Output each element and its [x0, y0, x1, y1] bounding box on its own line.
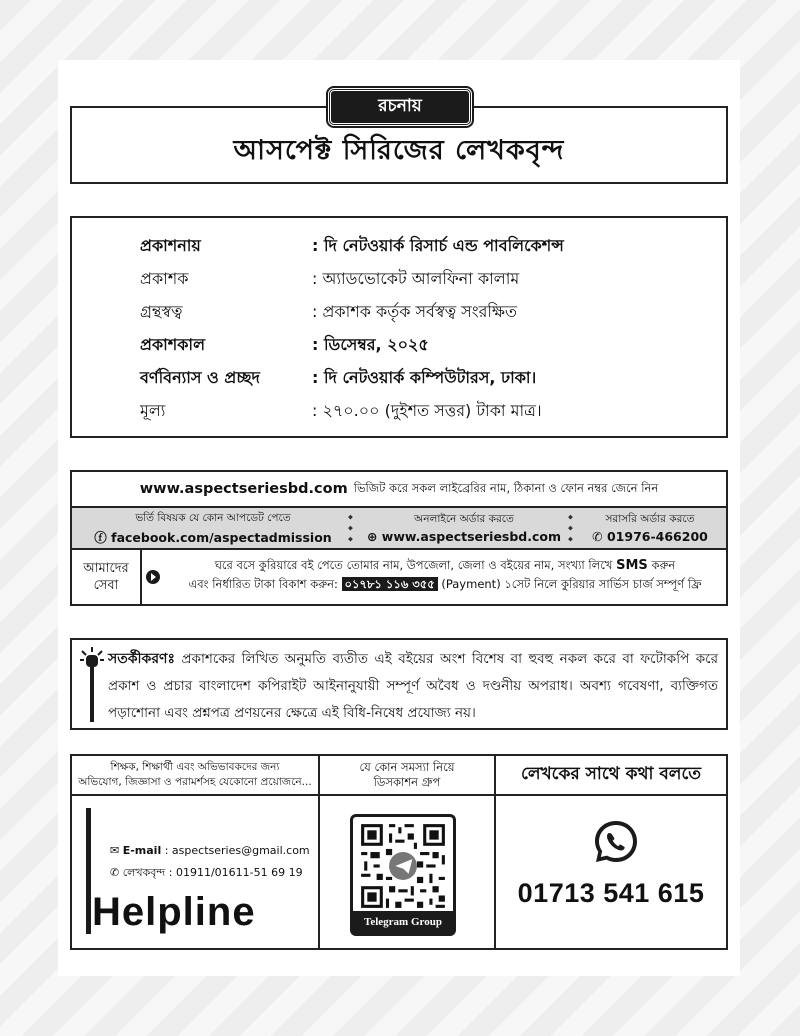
authors-phone-row: [110, 862, 310, 884]
service-text-1b: করুন: [651, 558, 676, 572]
phone-order-channel: [574, 508, 726, 548]
info-row: [72, 329, 726, 362]
helpline-heading: Helpline: [92, 890, 256, 934]
email-label: E-mail: [122, 844, 162, 857]
helpline-intro-line2: অভিযোগ, জিজ্ঞাসা ও পরামর্শসহ যেকোনো প্রয়োজনে...: [78, 776, 312, 788]
talk-to-authors-column: [494, 756, 726, 948]
info-value: : দি নেটওয়ার্ক রিসার্চ এন্ড পাবলিকেশন্স: [312, 236, 564, 255]
info-label: প্রকাশকাল: [140, 335, 205, 354]
website-link[interactable]: www.aspectseriesbd.com: [139, 481, 348, 497]
service-text-2a: এবং নির্ধারিত টাকা বিকাশ করুন:: [188, 577, 338, 591]
facebook-link[interactable]: [94, 528, 331, 546]
siren-icon: [80, 646, 104, 724]
discussion-group-column: [318, 756, 494, 948]
bkash-number: ০১৭৮১ ১১৬ ৩৫৫: [342, 577, 438, 591]
info-row: [72, 362, 726, 395]
courier-service-text: [164, 550, 726, 604]
facebook-icon: ⓕ: [94, 529, 107, 545]
info-value: : প্রকাশক কর্তৃক সর্বস্বত্ব সংরক্ষিত: [312, 302, 517, 321]
discussion-title-line1: যে কোন সমস্যা নিয়ে: [359, 760, 455, 774]
warning-label: সতর্কীকরণঃ: [108, 651, 175, 667]
website-note: ভিজিট করে সকল লাইব্রেরির নাম, ঠিকানা ও ফোন নম্বর জেনে নিন: [353, 480, 659, 495]
service-label-line2: সেবা: [93, 578, 119, 593]
info-label: মূল্য: [140, 401, 166, 420]
info-row: [72, 263, 726, 296]
online-order-link[interactable]: [367, 529, 561, 544]
info-label: প্রকাশক: [140, 269, 189, 288]
whatsapp-icon: [592, 818, 640, 866]
globe-icon: ⊕: [366, 529, 378, 544]
helpline-box: [70, 754, 728, 950]
info-label: বর্ণবিন্যাস ও প্রচ্ছদ: [140, 368, 260, 387]
service-label: [72, 550, 142, 604]
service-row: [72, 550, 726, 604]
authors-badge: রচনায়: [328, 88, 472, 126]
info-value: : অ্যাডভোকেট আলফিনা কালাম: [312, 269, 520, 288]
phone-order-value: 01976-466200: [606, 529, 708, 544]
page-title: আসপেক্ট সিরিজের লেখকবৃন্দ: [233, 135, 565, 166]
discussion-title-line2: ডিসকাশন গ্রুপ: [373, 775, 441, 789]
arrow-right-icon: [142, 550, 164, 604]
discussion-group-title: [320, 756, 494, 796]
telegram-qr-card[interactable]: [350, 814, 456, 936]
phone-icon: ✆: [110, 866, 120, 879]
helpline-intro: [72, 756, 318, 796]
helpline-intro-line1: শিক্ষক, শিক্ষার্থী এবং অভিভাবকদের জন্য: [110, 761, 280, 773]
email-row: [110, 840, 310, 862]
online-order-channel: [354, 508, 574, 548]
facebook-caption: ভর্তি বিষয়ক যে কোন আপডেট পেতে: [135, 511, 291, 524]
qr-code-icon: [358, 821, 448, 911]
facebook-channel: [72, 508, 354, 548]
authors-phone-label: লেখকবৃন্দ: [122, 866, 166, 879]
order-channels: [72, 508, 726, 550]
telegram-group-label: Telegram Group: [353, 911, 453, 933]
online-order-caption: ⬥ ⬥ ⬥ অনলাইনে অর্ডার করতে: [414, 513, 514, 525]
info-row: [72, 395, 726, 428]
info-row: [72, 296, 726, 329]
service-label-line1: আমাদের: [83, 561, 129, 576]
info-label: প্রকাশনায়: [140, 236, 201, 255]
info-value: : ২৭০.০০ (দুইশত সত্তর) টাকা মাত্র।: [312, 401, 542, 420]
phone-order-number[interactable]: [592, 529, 708, 544]
authors-hotline-number[interactable]: 01713 541 615: [517, 878, 705, 908]
info-value: : ডিসেম্বর, ২০২৫: [312, 335, 429, 354]
facebook-url: facebook.com/aspectadmission: [111, 529, 332, 545]
talk-to-authors-title: লেখকের সাথে কথা বলতে: [496, 756, 726, 796]
service-text-2b: (Payment) ১সেট নিলে কুরিয়ার সার্ভিস চার্জ সম্পূর্ণ ফ্রি: [441, 577, 702, 591]
email-icon: ✉: [110, 844, 120, 857]
phone-order-caption: ⬥ ⬥ ⬥ সরাসরি অর্ডার করতে: [605, 513, 695, 525]
website-line: [72, 472, 726, 508]
sms-keyword: SMS: [616, 558, 648, 573]
decorative-bar: [86, 808, 91, 934]
helpline-contact-column: [72, 756, 318, 948]
authors-phone-value[interactable]: : 01911/01611-51 69 19: [168, 866, 303, 879]
page: [58, 60, 740, 976]
helpline-contacts: [110, 840, 310, 884]
warning-text: [108, 646, 718, 727]
warning-box: [70, 638, 728, 730]
info-label: গ্রন্থস্বত্ব: [140, 302, 183, 321]
online-order-url: www.aspectseriesbd.com: [381, 529, 562, 544]
service-text-1a: ঘরে বসে কুরিয়ারে বই পেতে তোমার নাম, উপজেলা, জেলা ও বইয়ের নাম, সংখ্যা লিখে: [214, 558, 613, 572]
contact-box: [70, 470, 728, 606]
info-row: [72, 230, 726, 263]
warning-body: প্রকাশকের লিখিত অনুমতি ব্যতীত এই বইয়ের অংশ বিশেষ বা হুবহু নকল করে বা ফটোকপি করে প্রকাশ ও প্রচার বাংলাদেশ কপিরাইট আইনানুযায়ী সম্পূর্ণ অবৈধ ও দণ্ডনীয় অপরাধ। অবশ্য গবেষণা, ব্যক্তিগত পড়াশোনা এবং প্রশ্নপত্র প্রণয়নের ক্ষেত্রে এই বিধি-নিষেধ প্রযোজ্য নয়।: [108, 651, 719, 721]
phone-icon: ✆: [592, 529, 603, 544]
email-value[interactable]: : aspectseries@gmail.com: [164, 844, 310, 857]
info-value: : দি নেটওয়ার্ক কম্পিউটারস, ঢাকা।: [312, 368, 537, 387]
publication-info-table: [70, 216, 728, 438]
